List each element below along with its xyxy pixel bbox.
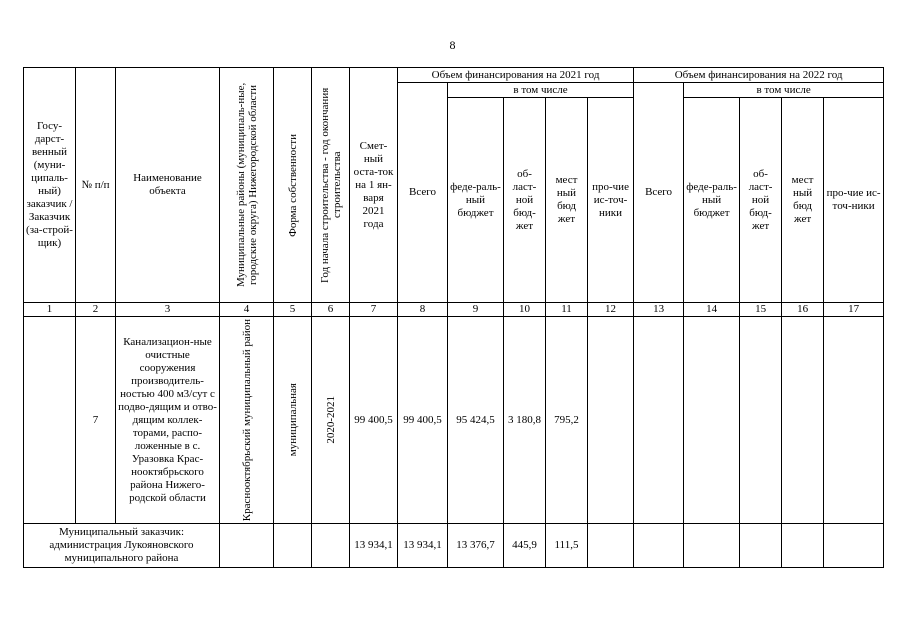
column-number: 9 <box>448 303 504 317</box>
cell-federal-2022 <box>684 317 740 524</box>
cell-local-2022 <box>782 317 824 524</box>
total-label: Муниципальный заказчик: администрация Лукояновского муниципального района <box>24 524 220 568</box>
header-in-that-2021: в том числе <box>448 83 634 98</box>
cell-district <box>220 317 274 524</box>
header-local-2021: мест ный бюд жет <box>546 98 588 303</box>
header-customer: Госу-дарст-венный (муни-ципаль-ный) заказчик / Заказчик (за-строй-щик) <box>24 68 76 303</box>
cell-number: 7 <box>76 317 116 524</box>
cell-estimate: 99 400,5 <box>350 317 398 524</box>
header-district <box>220 68 274 303</box>
total-total-2021: 13 934,1 <box>398 524 448 568</box>
cell-total-2022 <box>634 317 684 524</box>
header-object-name: Наименование объекта <box>116 68 220 303</box>
total-federal-2021: 13 376,7 <box>448 524 504 568</box>
cell-ownership <box>274 317 312 524</box>
header-local-2022: мест ный бюд жет <box>782 98 824 303</box>
cell-federal-2021: 95 424,5 <box>448 317 504 524</box>
column-number: 13 <box>634 303 684 317</box>
header-in-that-2022: в том числе <box>684 83 884 98</box>
header-federal-2021: феде-раль-ный бюджет <box>448 98 504 303</box>
column-number: 10 <box>504 303 546 317</box>
column-number: 3 <box>116 303 220 317</box>
column-number: 7 <box>350 303 398 317</box>
total-row <box>24 524 884 568</box>
column-number: 11 <box>546 303 588 317</box>
header-fin-2022: Объем финансирования на 2022 год <box>634 68 884 83</box>
cell-total-2021: 99 400,5 <box>398 317 448 524</box>
cell-object-name: Канализацион-ные очистные сооружения производитель-ностью 400 м3/сут с подво-дящим и отво-дящим коллек-торами, распо-ложенные в с. Уразовка Крас-нооктябрьского района Нижего-родской области <box>116 317 220 524</box>
total-regional-2022 <box>740 524 782 568</box>
column-number: 14 <box>684 303 740 317</box>
total-other-2021 <box>588 524 634 568</box>
header-ownership-text: Форма собственности <box>286 133 299 237</box>
total-other-2022 <box>824 524 884 568</box>
cell-regional-2022 <box>740 317 782 524</box>
column-number: 12 <box>588 303 634 317</box>
cell-customer <box>24 317 76 524</box>
column-number: 1 <box>24 303 76 317</box>
header-number: № п/п <box>76 68 116 303</box>
header-district-text: Муниципальные районы (муниципаль-ные, городские округа) Нижегородской области <box>234 82 259 288</box>
total-district <box>220 524 274 568</box>
table-row <box>24 317 884 524</box>
header-row-1 <box>24 68 884 83</box>
cell-district-text: Краснооктябрьский муниципальный район <box>240 318 253 522</box>
header-years <box>312 68 350 303</box>
header-ownership <box>274 68 312 303</box>
column-number: 5 <box>274 303 312 317</box>
header-estimate: Смет-ный оста-ток на 1 ян-варя 2021 года <box>350 68 398 303</box>
column-number: 6 <box>312 303 350 317</box>
total-estimate: 13 934,1 <box>350 524 398 568</box>
total-local-2021: 111,5 <box>546 524 588 568</box>
column-number: 16 <box>782 303 824 317</box>
header-years-text: Год начала строительства - год окончания строительства <box>318 87 343 283</box>
header-regional-2022: об-ласт-ной бюд-жет <box>740 98 782 303</box>
header-other-2021: про-чие ис-точ-ники <box>588 98 634 303</box>
column-number: 8 <box>398 303 448 317</box>
total-ownership <box>274 524 312 568</box>
column-number: 15 <box>740 303 782 317</box>
header-total-2021: Всего <box>398 83 448 303</box>
header-regional-2021: об-ласт-ной бюд-жет <box>504 98 546 303</box>
total-federal-2022 <box>684 524 740 568</box>
header-fin-2021: Объем финансирования на 2021 год <box>398 68 634 83</box>
financing-table <box>23 67 884 568</box>
column-number: 2 <box>76 303 116 317</box>
header-federal-2022: феде-раль-ный бюджет <box>684 98 740 303</box>
cell-ownership-text: муниципальная <box>286 383 299 457</box>
cell-other-2021 <box>588 317 634 524</box>
total-regional-2021: 445,9 <box>504 524 546 568</box>
cell-other-2022 <box>824 317 884 524</box>
cell-local-2021: 795,2 <box>546 317 588 524</box>
column-number: 17 <box>824 303 884 317</box>
total-years <box>312 524 350 568</box>
header-other-2022: про-чие ис-точ-ники <box>824 98 884 303</box>
column-numbers-row <box>24 303 884 317</box>
column-number: 4 <box>220 303 274 317</box>
total-local-2022 <box>782 524 824 568</box>
cell-years <box>312 317 350 524</box>
cell-years-text: 2020-2021 <box>324 396 337 444</box>
page-number: 8 <box>449 38 456 52</box>
cell-regional-2021: 3 180,8 <box>504 317 546 524</box>
total-total-2022 <box>634 524 684 568</box>
header-total-2022: Всего <box>634 83 684 303</box>
